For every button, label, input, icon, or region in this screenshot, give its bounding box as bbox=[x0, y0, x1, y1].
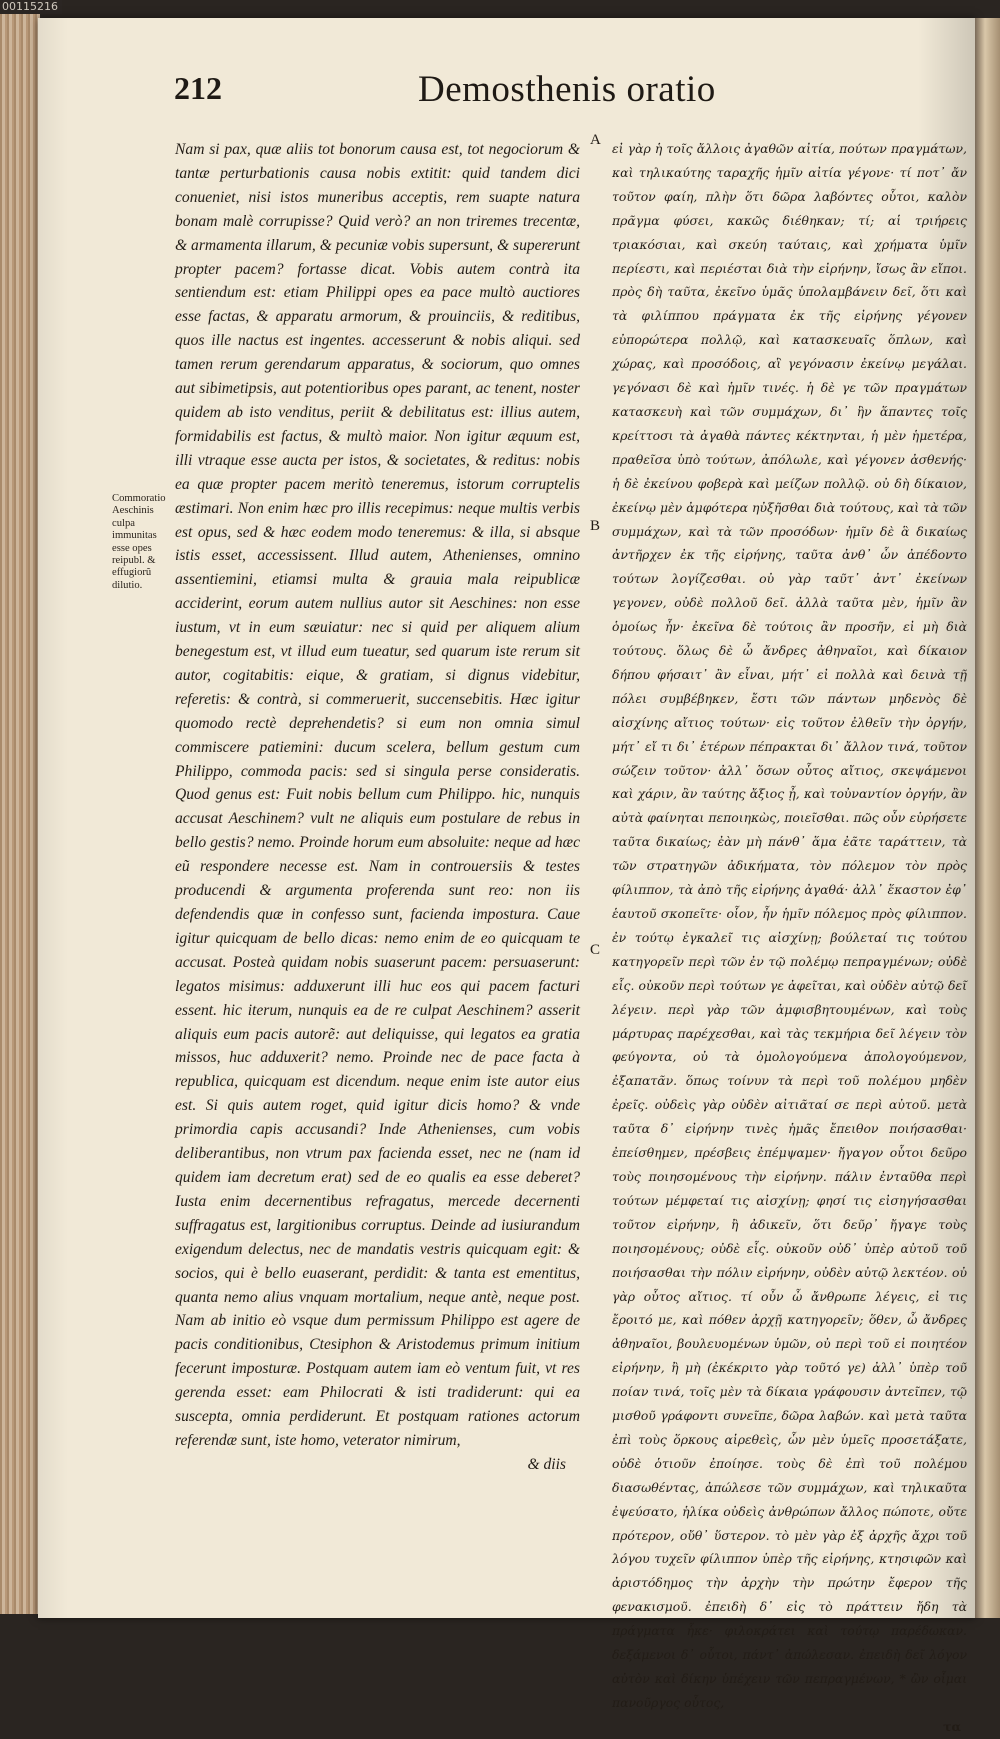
scan-id: 00115216 bbox=[0, 0, 62, 14]
page-stack-edge bbox=[0, 14, 40, 1614]
latin-catchword: & diis bbox=[527, 1455, 566, 1473]
greek-text: εἰ γὰρ ἡ τοῖς ἄλλοις ἀγαθῶν αἰτία, πούτων πραγμάτων, καὶ τηλικαύτης ταραχῆς ἡμῖν αἰτία γέγονε· τί ποτ᾽ ἄν τοῦτον φαίη, πλὴν ὅτι δῶρα λαβόντες οὗτοι, καλὸν πρᾶγμα φύσει, κακῶς διέθηκαν; τί; αἱ τριήρεις τριακόσιαι, καὶ σκεύη ταύταις, καὶ χρήματα ὑμῖν περίεστι, καὶ περιέσται διὰ τὴν εἰρήνην, ἴσως ἂν εἴποι. πρὸς δὴ ταῦτα, ἐκεῖνο ὑμᾶς ὑπολαμβάνειν δεῖ, ὅτι καὶ τὰ φιλίππου πράγματα ἐκ τῆς εἰρήνης γέγονεν εὐπορώτερα πολλῷ, καὶ κατασκευαῖς ὅπλων, καὶ χώρας, καὶ προσόδοις, αἳ γεγόνασιν ἐκείνῳ μεγάλαι. γεγόνασι δὲ καὶ ἡμῖν τινές. ἡ δὲ γε τῶν πραγμάτων κατασκευὴ καὶ τῶν συμμάχων, δι᾽ ἣν ἅπαντες τοῖς κρείττοσι τὰ ἀγαθὰ πάντες κέκτηνται, ἡ μὲν ἡμετέρα, πραθεῖσα ὑπὸ τούτων, ἀπόλωλε, καὶ γέγονεν ἀσθενής· ἡ δὲ ἐκείνου φοβερὰ καὶ μείζων πολλῷ. οὐ δὴ δίκαιον, ἐκείνῳ μὲν ἀμφότερα ηὐξῆσθαι διὰ τούτους, καὶ τὰ τῶν συμμάχων, καὶ τὰ τῶν προσόδων· ἡμῖν δὲ ἃ δικαίως ἀντῆρχεν ἐκ τῆς εἰρήνης, ταῦτα ἀνθ᾽ ὧν ἀπέδοντο τούτων λογίζεσθαι. οὐ γὰρ ταῦτ᾽ ἀντ᾽ ἐκείνων γεγονεν, οὐδὲ πολλοῦ δεῖ. ἀλλὰ ταῦτα μὲν, ἡμῖν ἂν ὁμοίως ἦν· ἐκεῖνα δὲ τούτοις ἂν προσῆν, εἰ μὴ διὰ τούτους. ὅλως δὲ ὦ ἄνδρες ἀθηναῖοι, καὶ δίκαιον δήπου φήσαιτ᾽ ἂν εἶναι, μήτ᾽ εἰ πολλὰ καὶ δεινὰ τῇ πόλει συμβέβηκεν, ἔστι τῶν πάντων μηδενὸς δὲ αἰσχίνης αἴτιος τούτων· εἰς τοῦτον ἐλθεῖν τὴν ὀργήν, μήτ᾽ εἴ τι δι᾽ ἑτέρων πέπρακται δι᾽ ἄλλον τινά, τοῦτον σώζειν τοῦτον· ἀλλ᾽ ὅσων οὗτος αἴτιος, σκεψάμενοι καὶ χάριν, ἂν ταύτης ἄξιος ᾖ, καὶ τοὐναντίον ὀργήν, ἂν αὐτὰ φαίνηται πεποιηκὼς, ποιεῖσθαι. πῶς οὖν εὑρήσετε ταῦτα δικαίως; ἐὰν μὴ πάνθ᾽ ἅμα ἐᾶτε ταράττειν, τὰ τῶν στρατηγῶν ἀδικήματα, τὸν πόλεμον τὸν πρὸς φίλιππον, τὰ ἀπὸ τῆς εἰρήνης ἀγαθά· ἀλλ᾽ ἕκαστον ἐφ᾽ ἑαυτοῦ σκοπεῖτε· οἷον, ἦν ἡμῖν πόλεμος πρὸς φίλιππον. ἐν τούτῳ ἐγκαλεῖ τις αἰσχίνῃ; βούλεταί τις τούτου κατηγορεῖν περὶ τῶν ἐν τῷ πολέμῳ πεπραγμένων; οὐδὲ εἷς. οὐκοῦν περὶ τούτων γε ἀφεῖται, καὶ οὐδὲν αὐτῷ δεῖ λέγειν. περὶ γὰρ τῶν ἀμφισβητουμένων, καὶ τοὺς μάρτυρας παρέχεσθαι, καὶ τὰς τεκμήρια δεῖ λέγειν τὸν φεύγοντα, οὐ τὰ ὁμολογούμενα ἀπολογούμενον, ἐξαπατᾶν. ὅπως τοίνυν τὰ περὶ τοῦ πολέμου μηδὲν ἐρεῖς. οὐδεὶς γὰρ οὐδὲν αἰτιᾶταί σε περὶ αὐτοῦ. μετὰ ταῦτα δ᾽ εἰρήνην τινὲς ἡμᾶς ἔπειθον ποιήσασθαι· ἐπείσθημεν, πρέσβεις ἐπέμψαμεν· ἤγαγον οὗτοι δεῦρο τοὺς ποιησομένους τὴν εἰρήνην. πάλιν ἐνταῦθα περὶ τούτων μέμφεταί τις αἰσχίνῃ; φησί τις εἰσηγήσασθαι τοῦτον εἰρήνην, ἢ ἀδικεῖν, ὅτι δεῦρ᾽ ἤγαγε τοὺς ποιησομένους; οὐδὲ εἷς. οὐκοῦν οὐδ᾽ ὑπὲρ αὐτοῦ τοῦ ποιήσασθαι τὴν πόλιν εἰρήνην, οὐδὲν αὐτῷ λεκτέον. οὐ γὰρ οὗτος αἴτιος. τί οὖν ὦ ἄνθρωπε λέγεις, εἰ τις ἔροιτό με, καὶ πόθεν ἀρχῇ κατηγορεῖν; ὅθεν, ὦ ἄνδρες ἀθηναῖοι, βουλευομένων ὑμῶν, οὐ περὶ τοῦ εἰ ποιητέον εἰρήνην, ἢ μὴ (ἐκέκριτο γὰρ τοῦτό γε) ἀλλ᾽ ὑπὲρ τοῦ ποίαν τινά, τοῖς μὲν τὰ δίκαια γράφουσιν ἀντεῖπεν, τῷ μισθοῦ γράφοντι συνεῖπε, δῶρα λαβών. καὶ μετὰ ταῦτα ἐπὶ τοὺς ὅρκους αἱρεθεὶς, ὧν μὲν ὑμεῖς προσετάξατε, οὐδὲ ὁτιοῦν ἐποίησε. τοὺς δὲ ἐπὶ τοῦ πολέμου διασωθέντας, ἀπώλεσε τῶν συμμάχων, καὶ τηλικαῦτα ἐψεύσατο, ἡλίκα οὐδεὶς ἀνθρώπων ἄλλος πώποτε, οὔτε πρότερον, οὔθ᾽ ὕστερον. τὸ μὲν γὰρ ἐξ ἀρχῆς ἄχρι τοῦ λόγου τυχεῖν φίλιππον ὑπὲρ τῆς εἰρήνης, κτησιφῶν καὶ ἀριστόδημος τὴν ἀρχὴν τὴν πρώτην ἔφερον τῆς φενακισμοῦ. ἐπειδὴ δ᾽ εἰς τὸ πράττειν ἤδη τὰ πράγματα ἧκε· φιλοκράτει καὶ τούτῳ παρέδωκαν. δεξάμενοι δ᾽ οὗτοι, πάντ᾽ ἀπώλεσαν. ἐπειδὴ δεῖ λόγον αὐτὸν καὶ δίκην ὑπέχειν τῶν πεπραγμένων, * ὢν οἶμαι πανοῦργος οὗτος, bbox=[612, 141, 967, 1710]
running-head: Demosthenis oratio bbox=[418, 69, 716, 110]
margin-note: Commoratio Aeschinis culpa immunitas esse opes reipubl. & effugiorũ dilutio. bbox=[112, 493, 166, 591]
section-letter-b: B bbox=[590, 518, 601, 534]
section-letter-a: A bbox=[590, 132, 601, 148]
greek-signature: τα bbox=[943, 1718, 961, 1734]
page-number: 212 bbox=[174, 70, 222, 106]
latin-text: Nam si pax, quæ aliis tot bonorum causa est, tot negociorum & tantæ perturbationis causa nobis extitit: quid tandem dici conueniet, nisi istos muneribus acceptis, rem suapte natura bonam malè corrupisse? Quid verò? an non triremes trecentæ, & armamenta illarum, & pecuniæ vobis supersunt, & supererunt propter pacem? fortasse dicat. Vobis autem contrà ita sentiendum est: etiam Philippi opes ea pace multò auctiores esse factas, & apparatu armorum, & prouinciis, & reditibus, quos ille nactus est ingentes. accesserunt & nobis aliqui. sed tamen rerum gerendarum apparatus, & sociorum, quo omnes aut sibimetipsis, aut potentioribus opes parant, ac tenent, noster quidem ab isto venditus, periit & debilitatus est: illius autem, formidabilis est factus, & multò maior. Non igitur æquum est, illi vtraque esse aucta per istos, & societates, & reditus: nobis ea quæ propter pacem meritò teneremus, istorum corruptelis æstimari. Non enim hæc pro illis recepimus: neque multis verbis est opus, sed & hæc eodem modo teneremus: & illa, si absque istis esset, accessissent. Illud autem, Athenienses, omnino assentiemini, etiamsi multa & grauia mala reipublicæ acciderint, eorum autem nullius autor sit Aeschines: non esse iustum, vt in eum sæuiatur: nec si quid per aliquem alium benegestum est, vt illud eum tueatur, sed quarum iste rerum sit autor, cogitabitis: eique, & gratiam, si dignus videbitur, referetis: & contrà, si commeruerit, succensebitis. Hæc igitur quomodo rectè deprehendetis? si eum non omnia simul commiscere patiemini: ducum scelera, bellum gestum cum Philippo, commoda pacis: sed si singula perse consideratis. Quod genus est: Fuit nobis bellum cum Philippo. hic, nunquis accusat Aeschinem? vult ne aliquis eum postulare de rebus in bello gestis? nemo. Proinde horum eum absoluite: neque ad hæc eũ respondere necesse est. Nam in controuersiis & testes producendi & argumenta proferenda sunt reo: non iis defendendis quæ in confesso sunt, facienda impostura. Caue igitur quicquam de bello dicas: nemo enim de eo quicquam te accusat. Posteà quidam nobis suaserunt pacem: persuaserunt: legatos misimus: adduxerunt illi huc eos qui pacem facturi essent. hic iterum, nunquis ea de re culpat Aeschinem? asserit aliquis eum pacis autorẽ: aut deliquisse, qui legatos ea gratia missos, huc adduxerit? nemo. Proinde nec de pace facta à republica, quicquam est dicendum. neque enim iste autor eius est. Si quis autem roget, quid igitur dicis homo? & vnde primordia capis accusandi? Inde Athenienses, cum vobis deliberantibus, non vtrum pax facienda esset, nec ne (nam id quidem iam decretum erat) sed de eo qualis ea esse deberet? Iusta enim decernentibus refragatus, mercede decernenti suffragatus est, largitionibus corruptus. Deinde ad iusiurandum exigendum delectus, nec de mandatis vestris quicquam egit: & socios, qui è bello euaserant, perdidit: & tanta est ementitus, quanta nemo alius vnquam mortalium, neque antè, neque post. Nam ab initio eò vsque dum permissum Philippo est agere de pacis conditionibus, Ctesiphon & Aristodemus primum initium fecerunt imposturæ. Postquam autem iam eò ventum fuit, vt res gerenda esset: eam Philocrati & isti tradiderunt: qui ea suscepta, omnia perdiderunt. Et postquam rationes actorum referendæ sunt, iste homo, veterator nimirum, bbox=[175, 141, 580, 1449]
book-spine bbox=[975, 18, 1000, 1618]
section-letter-c: C bbox=[590, 942, 601, 958]
greek-column bbox=[612, 137, 967, 1739]
latin-column bbox=[175, 138, 580, 1477]
